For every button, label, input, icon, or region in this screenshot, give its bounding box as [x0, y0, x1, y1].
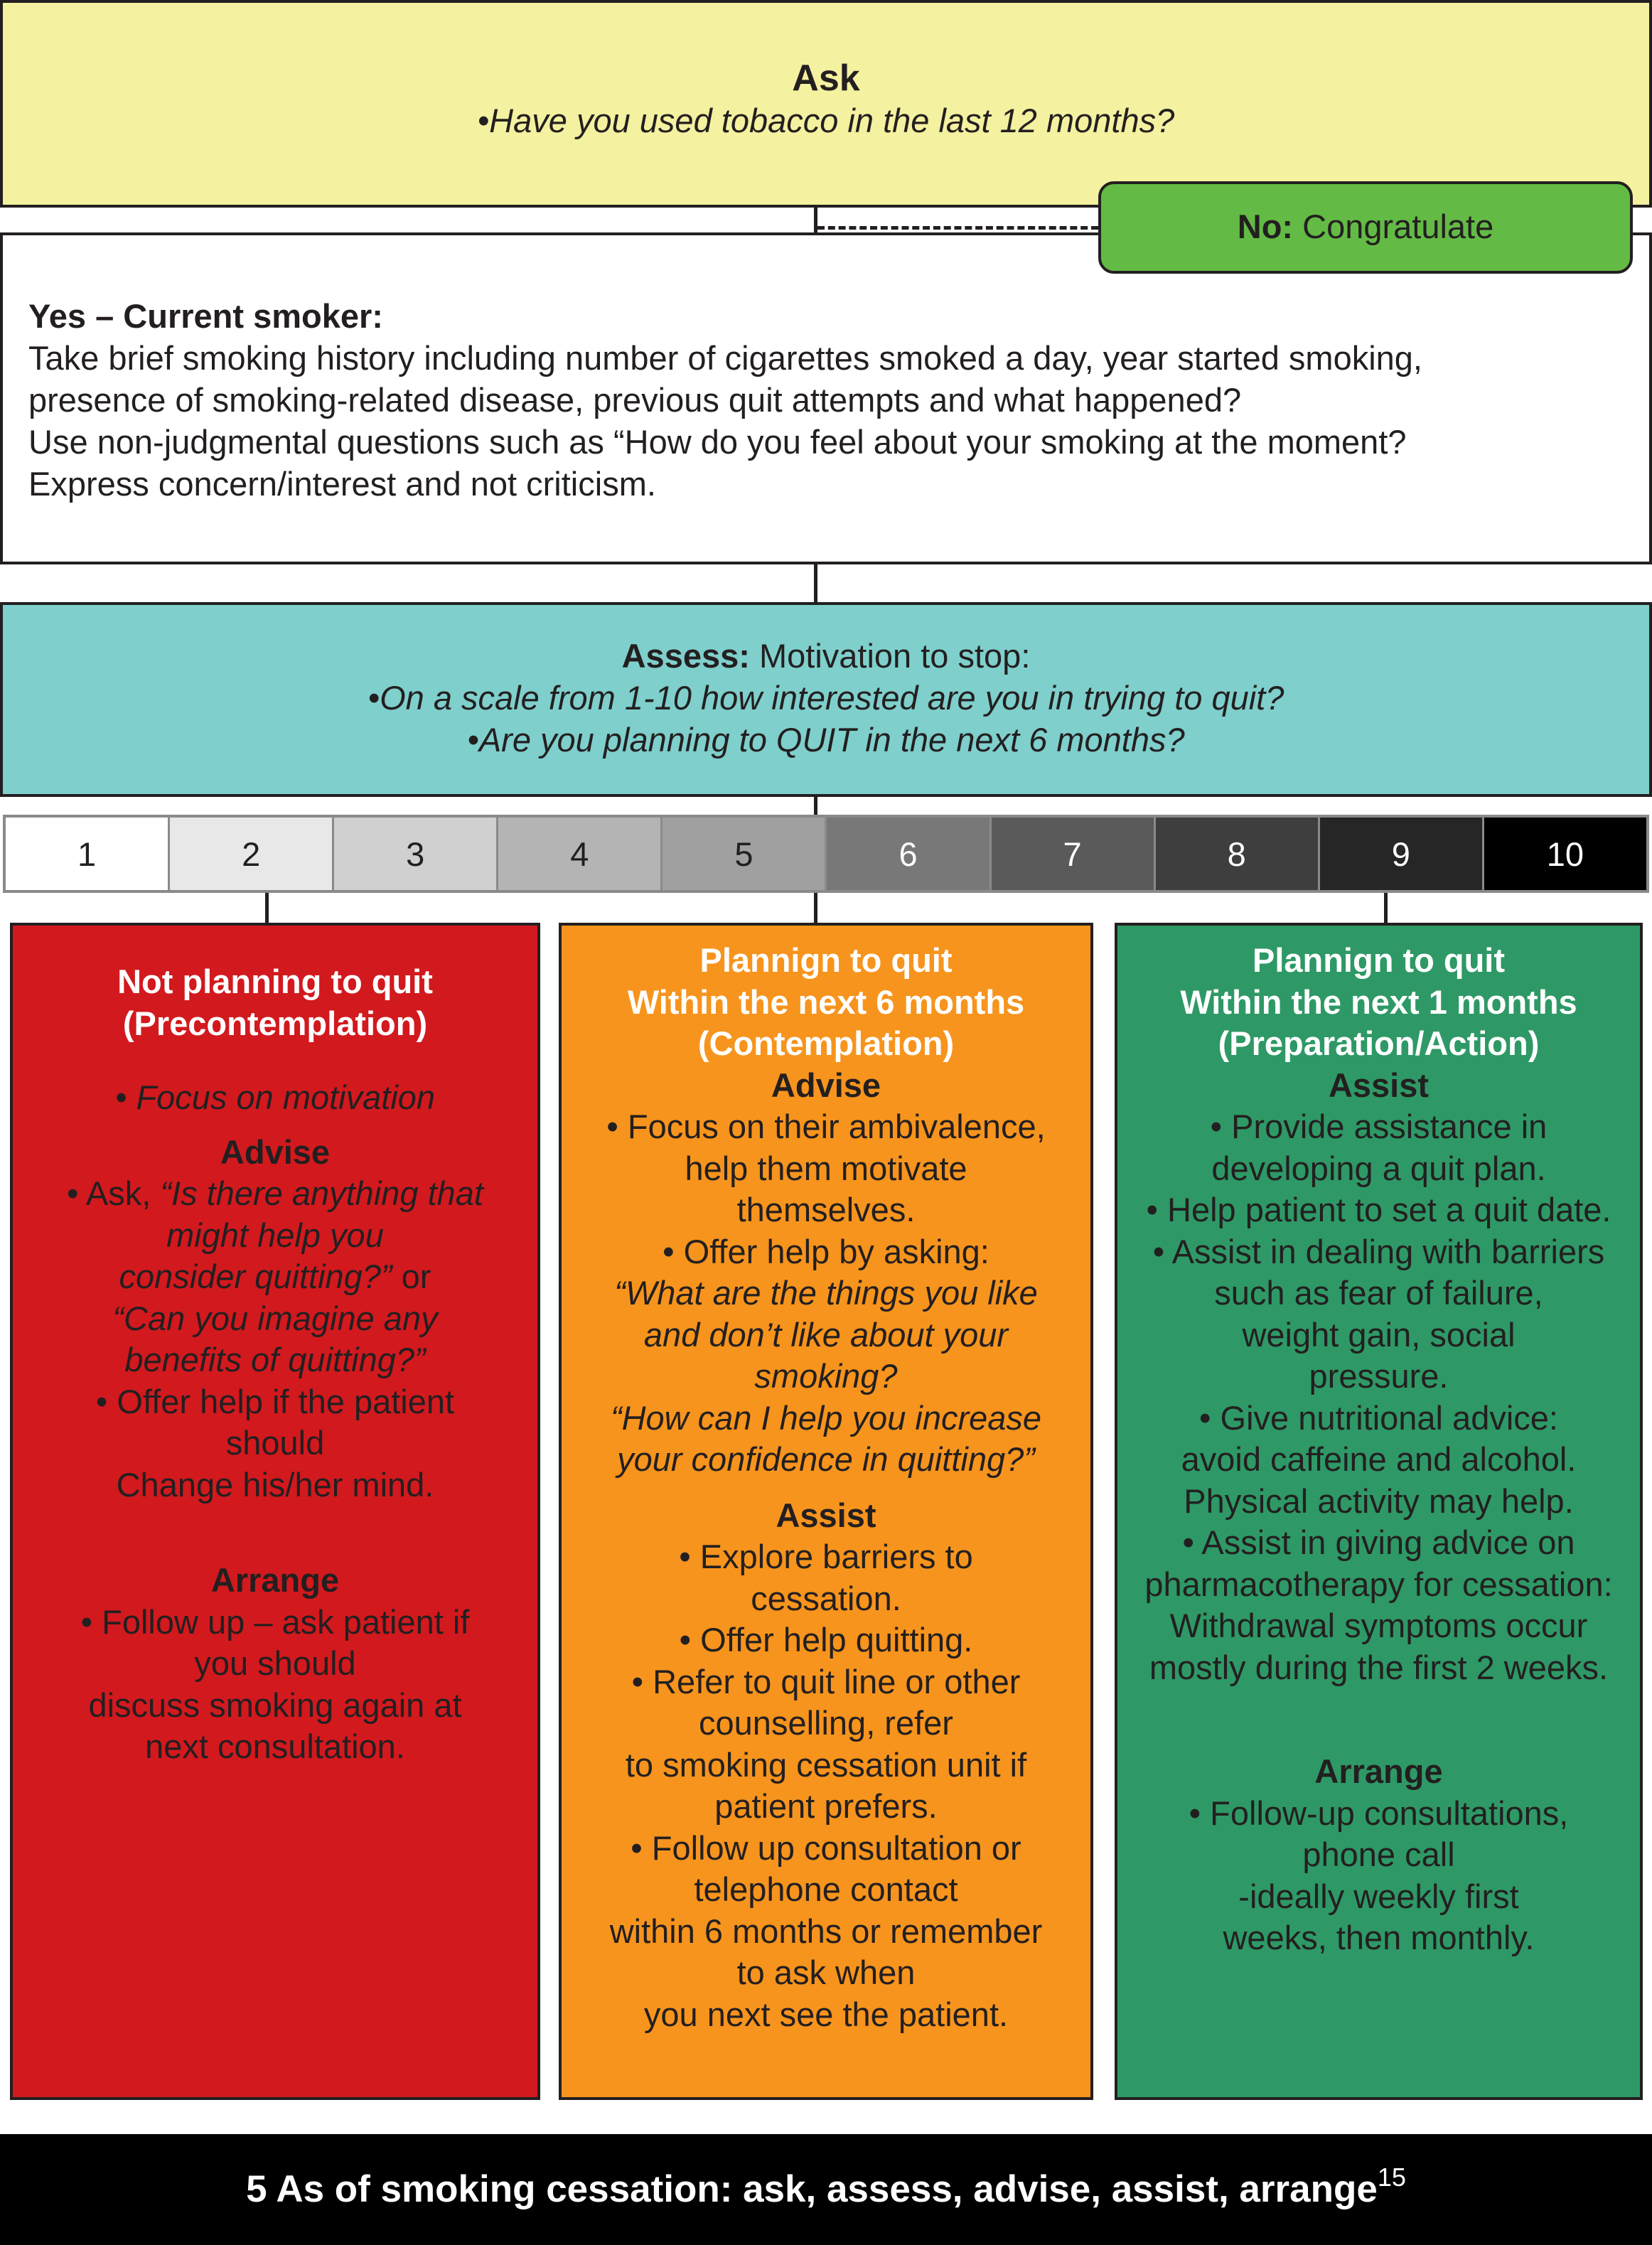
preparation-arrange-line: weeks, then monthly. [1223, 1919, 1535, 1956]
precontemplation-advise-line: benefits of quitting?” [124, 1341, 426, 1378]
preparation-subtitle: (Preparation/Action) [1218, 1024, 1540, 1062]
scale-cell-6: 6 [827, 818, 991, 890]
contemplation-assist-line: • Follow up consultation or [631, 1828, 1021, 1867]
contemplation-assist-line: patient prefers. [714, 1787, 938, 1825]
preparation-assist-line: • Provide assistance in [1210, 1108, 1548, 1145]
preparation-assist-line: • Give nutritional advice: [1199, 1398, 1558, 1437]
precontemplation-arrange-line: discuss smoking again at [88, 1686, 462, 1724]
precontemplation-subtitle: (Precontemplation) [122, 1004, 428, 1042]
preparation-arrange-line: • Follow-up consultations, [1189, 1794, 1569, 1832]
ask-title: Ask [792, 58, 860, 99]
yes-line: Use non-judgmental questions such as “How do you feel about your smoking at the moment? [28, 423, 1407, 461]
preparation-assist-line: avoid caffeine and alcohol. [1181, 1440, 1577, 1478]
preparation-arrange-heading: Arrange [1314, 1752, 1443, 1790]
precontemplation-advise-heading: Advise [220, 1132, 331, 1171]
connector-scale-preparation [1384, 891, 1388, 924]
precontemplation-advise-line: might help you [166, 1216, 384, 1254]
preparation-arrange-line: phone call [1302, 1836, 1455, 1873]
contemplation-assist-line: to smoking cessation unit if [625, 1745, 1027, 1784]
preparation-assist-line: such as fear of failure, [1214, 1274, 1543, 1312]
precontemplation-advise-line: consider quitting?” or [119, 1258, 431, 1295]
motivation-scale [3, 815, 1649, 893]
preparation-assist-line: Physical activity may help. [1184, 1482, 1574, 1520]
contemplation-assist-line: you next see the patient. [643, 1995, 1009, 2033]
contemplation-advise-quote: your confidence in quitting?” [617, 1440, 1035, 1478]
preparation-assist-line: • Assist in giving advice on [1182, 1523, 1575, 1561]
preparation-assist-line: • Help patient to set a quit date. [1146, 1191, 1611, 1228]
no-action: Congratulate [1293, 208, 1494, 245]
contemplation-assist-line: • Explore barriers to [679, 1538, 973, 1575]
precontemplation-advise-line: should [225, 1424, 325, 1462]
preparation-arrange-line: -ideally weekly first [1238, 1877, 1519, 1915]
scale-cell-1: 1 [6, 818, 170, 890]
precontemplation-arrange-line: • Follow up – ask patient if [80, 1602, 470, 1641]
scale-cell-2: 2 [170, 818, 334, 890]
contemplation-subtitle: (Contemplation) [697, 1024, 955, 1062]
yes-box [0, 232, 1652, 564]
preparation-assist-line: • Assist in dealing with barriers [1152, 1232, 1605, 1270]
preparation-assist-line: Withdrawal symptoms occur [1169, 1607, 1588, 1644]
preparation-assist-line: developing a quit plan. [1211, 1149, 1546, 1187]
scale-cell-5: 5 [663, 818, 827, 890]
contemplation-advise-line: help them motivate [685, 1149, 967, 1187]
contemplation-box [559, 923, 1093, 2100]
contemplation-assist-line: counselling, refer [699, 1704, 953, 1742]
contemplation-advise-quote: smoking? [754, 1357, 898, 1395]
preparation-assist-heading: Assist [1328, 1066, 1430, 1104]
no-box [1098, 181, 1633, 274]
precontemplation-advise-line: “Can you imagine any [112, 1299, 438, 1337]
scale-cell-9: 9 [1320, 818, 1484, 890]
precontemplation-arrange-line: next consultation. [145, 1727, 405, 1765]
contemplation-advise-line: • Focus on their ambivalence, [606, 1108, 1046, 1145]
preparation-assist-line: mostly during the first 2 weeks. [1149, 1648, 1609, 1686]
caption-reference: 15 [1377, 2163, 1406, 2192]
contemplation-assist-heading: Assist [776, 1496, 876, 1534]
assess-box [0, 602, 1652, 797]
contemplation-advise-heading: Advise [771, 1066, 881, 1104]
contemplation-advise-line: themselves. [736, 1191, 916, 1228]
connector-scale-precontemplation [265, 891, 269, 924]
contemplation-assist-line: telephone contact [694, 1870, 958, 1908]
preparation-assist-line: weight gain, social [1242, 1315, 1516, 1354]
yes-line: Take brief smoking history including number of cigarettes smoked a day, year started smoking, [28, 339, 1422, 377]
yes-line: presence of smoking-related disease, previous quit attempts and what happened? [28, 381, 1242, 419]
contemplation-title: Plannign to quit [699, 941, 953, 979]
ask-box [0, 0, 1652, 208]
preparation-box [1115, 923, 1643, 2100]
scale-cell-10: 10 [1484, 818, 1646, 890]
assess-question-scale: •On a scale from 1-10 how interested are you in trying to quit? [368, 679, 1284, 717]
preparation-assist-line: pressure. [1309, 1357, 1449, 1395]
contemplation-advise-quote: and don’t like about your [643, 1315, 1009, 1354]
connector-assess-scale [814, 795, 817, 816]
contemplation-assist-line: to ask when [736, 1954, 916, 1991]
connector-yes-assess [814, 563, 817, 604]
scale-cell-8: 8 [1156, 818, 1320, 890]
precontemplation-advise-line: • Offer help if the patient [95, 1382, 455, 1420]
yes-heading: Yes – Current smoker: [28, 297, 383, 335]
precontemplation-box [10, 923, 540, 2100]
contemplation-advise-quote: “How can I help you increase [610, 1398, 1042, 1437]
scale-cell-3: 3 [334, 818, 498, 890]
connector-ask-yes [814, 206, 817, 235]
contemplation-assist-line: cessation. [751, 1579, 901, 1617]
precontemplation-focus: • Focus on motivation [114, 1078, 436, 1116]
preparation-assist-line: pharmacotherapy for cessation: [1144, 1565, 1613, 1603]
ask-question: •Have you used tobacco in the last 12 months? [477, 102, 1175, 139]
contemplation-advise-line: • Offer help by asking: [663, 1232, 989, 1270]
yes-line: Express concern/interest and not criticism. [28, 465, 656, 503]
precontemplation-advise-line: • Ask, “Is there anything that [67, 1174, 483, 1212]
preparation-title: Plannign to quit [1252, 941, 1506, 979]
contemplation-advise-quote: “What are the things you like [614, 1274, 1038, 1312]
scale-cell-7: 7 [992, 818, 1156, 890]
precontemplation-arrange-line: you should [194, 1644, 356, 1682]
no-label: No: [1237, 208, 1294, 245]
assess-question-plan: •Are you planning to QUIT in the next 6 months? [467, 721, 1185, 759]
precontemplation-advise-line: Change his/her mind. [116, 1465, 434, 1504]
scale-cell-4: 4 [498, 818, 663, 890]
connector-dashed-no [817, 226, 1098, 230]
contemplation-assist-line: • Offer help quitting. [679, 1621, 973, 1659]
precontemplation-title: Not planning to quit [117, 963, 433, 1000]
assess-label: Assess: [621, 637, 750, 675]
contemplation-assist-line: • Refer to quit line or other [631, 1662, 1021, 1700]
precontemplation-arrange-heading: Arrange [210, 1561, 340, 1599]
contemplation-assist-line: within 6 months or remember [609, 1912, 1043, 1950]
preparation-timeframe: Within the next 1 months [1180, 982, 1577, 1021]
figure-caption [0, 2134, 1652, 2245]
caption-text: 5 As of smoking cessation: ask, assess, advise, assist, arrange [246, 2168, 1378, 2210]
assess-text: Motivation to stop: [749, 637, 1031, 675]
connector-scale-contemplation [814, 891, 817, 924]
contemplation-timeframe: Within the next 6 months [627, 982, 1025, 1021]
